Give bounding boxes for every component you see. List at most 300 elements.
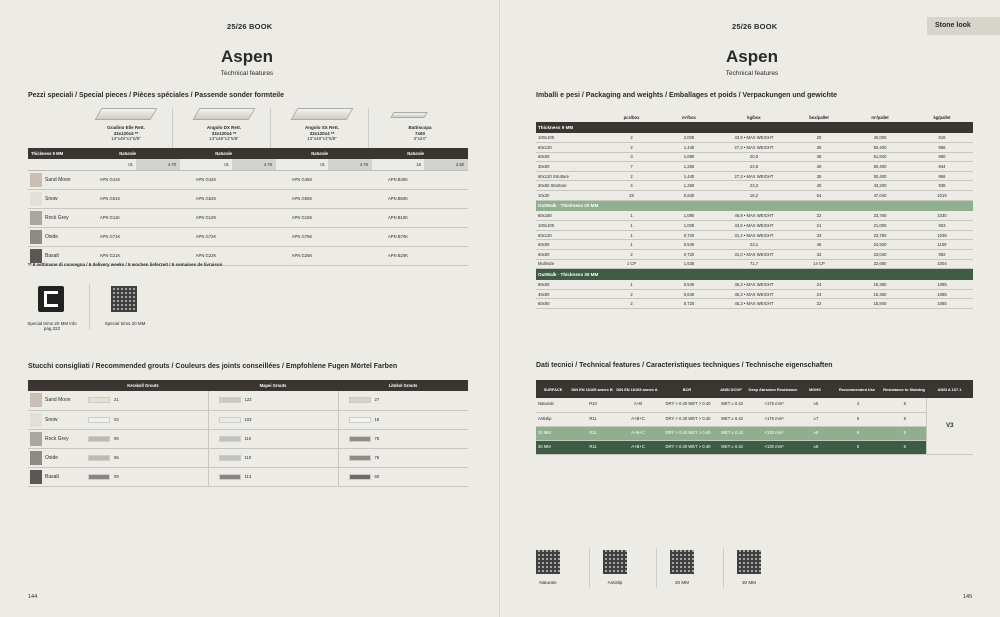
grout-code: 110 bbox=[244, 454, 252, 460]
grout-code: 03 bbox=[114, 416, 119, 422]
cell: 0,720 bbox=[683, 301, 695, 307]
tech-header: Resistance to Staining bbox=[882, 380, 926, 398]
grout-swatch bbox=[88, 474, 110, 480]
product-code: APN B20K bbox=[387, 253, 409, 258]
cell: 32 bbox=[816, 251, 822, 257]
cell: 60x180 bbox=[538, 213, 552, 219]
cell: 40,000 bbox=[873, 135, 887, 141]
stone-look-tab[interactable]: Stone look bbox=[927, 17, 1000, 35]
grout-code: 123 bbox=[244, 397, 252, 403]
qr-caption: 30 MM bbox=[741, 580, 757, 585]
divider bbox=[89, 284, 90, 330]
color-name: Sand Moon bbox=[45, 176, 71, 183]
product-code: APN G71K bbox=[99, 234, 121, 239]
product-code: APN B70K bbox=[387, 234, 409, 239]
divider bbox=[368, 108, 369, 148]
cell: 903 bbox=[938, 223, 946, 229]
color-swatch bbox=[30, 173, 42, 187]
product-label: Angolo DX Rett. 33x120x4 ** 13"x48"x1"5/8" bbox=[206, 125, 242, 141]
page-title: Aspen bbox=[726, 47, 778, 66]
divider bbox=[589, 548, 590, 588]
cell: 60x60 bbox=[538, 301, 550, 307]
cell: R11 bbox=[589, 443, 597, 449]
grouts-title: Stucchi consigliati / Recommended grouts / Couleurs des joints conseillées / Empfohlene Fugen Mörtel Farben bbox=[28, 363, 398, 370]
grout-brand: Litokol Grouts bbox=[338, 380, 468, 391]
grout-swatch bbox=[349, 474, 371, 480]
cell: 27,3 • MAX WEIGHT bbox=[734, 173, 774, 179]
grout-swatch bbox=[88, 397, 110, 403]
qr-caption: Naturale bbox=[539, 580, 557, 585]
cell: Antislip bbox=[538, 415, 552, 421]
cell: 0,540 bbox=[683, 242, 695, 248]
cell: 7 bbox=[630, 164, 633, 170]
table-row bbox=[536, 240, 973, 250]
pack-header: m²/pallet bbox=[871, 114, 889, 120]
grout-swatch bbox=[219, 397, 241, 403]
table-row bbox=[536, 191, 973, 201]
color-swatch bbox=[30, 432, 42, 446]
cell: ≥7 bbox=[813, 415, 819, 421]
cell: 1085 bbox=[937, 281, 947, 287]
cell: 31,4 • MAX WEIGHT bbox=[734, 232, 774, 238]
cell: 24 bbox=[816, 291, 822, 297]
pack-header: pcs/box bbox=[623, 114, 640, 120]
pcs-count: 16 bbox=[416, 161, 421, 167]
cell: 2 bbox=[630, 251, 633, 257]
cell: 1,440 bbox=[683, 173, 695, 179]
cell: 20 bbox=[816, 135, 822, 141]
table-row bbox=[536, 299, 973, 309]
grout-swatch bbox=[88, 436, 110, 442]
cell: A+B+C bbox=[631, 429, 645, 435]
cell: 43,9 • MAX WEIGHT bbox=[734, 135, 774, 141]
cell: 60x90 bbox=[538, 242, 550, 248]
cell: 60x120 bbox=[538, 232, 552, 238]
product-image bbox=[95, 108, 158, 120]
grout-code: 06 bbox=[114, 454, 119, 460]
table-row bbox=[536, 230, 973, 240]
cell: 1 bbox=[630, 281, 633, 287]
section-band: Thickness 9 MM bbox=[536, 122, 973, 133]
cell: 45,3 • MAX WEIGHT bbox=[734, 301, 774, 307]
tech-header: Recommended Use bbox=[832, 380, 882, 398]
cell: 100x100 bbox=[538, 135, 555, 141]
table-row bbox=[28, 208, 468, 227]
table-row bbox=[28, 448, 468, 467]
color-name: Rock Grey bbox=[45, 435, 69, 442]
section-band: OutWalk · Thickness 30 MM bbox=[536, 269, 973, 280]
cell: 956 bbox=[938, 173, 946, 179]
grout-brand: Mapei Grouts bbox=[208, 380, 338, 391]
cell: ≥5 bbox=[813, 401, 819, 407]
cell: ≥8 bbox=[813, 443, 819, 449]
pcs-count: 01 bbox=[224, 161, 229, 167]
cell: 60x120 bbox=[538, 144, 552, 150]
cell: 21,000 bbox=[873, 223, 887, 229]
cell: 2 bbox=[630, 291, 633, 297]
cell: 1,000 bbox=[683, 223, 695, 229]
cell: 956 bbox=[938, 144, 946, 150]
grout-code: 09 bbox=[114, 473, 119, 479]
trim-icon bbox=[38, 286, 64, 312]
cell: 22 bbox=[816, 301, 822, 307]
color-name: Snow bbox=[45, 195, 58, 202]
cell: 46 bbox=[816, 154, 822, 160]
cell: 1 bbox=[630, 232, 633, 238]
tech-title: Dati tecnici / Technical features / Caracteristiques techniques / Technische eigenschaften bbox=[536, 362, 833, 369]
color-swatch bbox=[30, 211, 42, 225]
product-code: APN G72K bbox=[195, 234, 217, 239]
cell: 10x30 bbox=[538, 192, 550, 198]
cell: 2 bbox=[630, 144, 633, 150]
grout-code: 78 bbox=[374, 454, 380, 460]
pcs-alt: 2.50 bbox=[424, 159, 468, 170]
qr-code-icon[interactable] bbox=[603, 550, 627, 574]
cell: 23,760 bbox=[873, 213, 887, 219]
table-row bbox=[536, 440, 973, 454]
product-code: APN G15K bbox=[291, 215, 313, 220]
cell: 18,2 bbox=[749, 192, 759, 198]
color-name: Oxide bbox=[45, 233, 59, 240]
product-code: APN G22K bbox=[195, 253, 217, 258]
cell: 5 bbox=[856, 415, 860, 421]
cell: 1030 bbox=[937, 213, 947, 219]
grout-swatch bbox=[88, 417, 110, 423]
color-swatch bbox=[30, 192, 42, 206]
cell: 15,840 bbox=[873, 301, 887, 307]
cell: 3 bbox=[630, 154, 633, 160]
cell: 1085 bbox=[937, 291, 947, 297]
divider bbox=[656, 548, 657, 588]
table-row bbox=[536, 211, 973, 221]
pack-header: m²/box bbox=[682, 114, 696, 120]
product-code: APN G45K bbox=[291, 177, 313, 182]
finish-label: Naturale bbox=[276, 148, 328, 159]
cell: 1,080 bbox=[683, 213, 695, 219]
table-row bbox=[536, 289, 973, 299]
grout-code: 06 bbox=[114, 435, 119, 441]
cell: 30 MM bbox=[538, 443, 551, 449]
table-row bbox=[28, 189, 468, 208]
product-label: Battiscopa 7x60 3"x24" bbox=[408, 125, 432, 141]
cell: 1 bbox=[630, 213, 633, 219]
cell: R11 bbox=[589, 415, 597, 421]
cell: 60x60 bbox=[538, 154, 550, 160]
cell: 22 bbox=[816, 213, 822, 219]
table-row bbox=[28, 227, 468, 246]
finish-label: Naturale bbox=[84, 148, 136, 159]
qr-code-icon[interactable] bbox=[737, 550, 761, 574]
cell: 2 bbox=[630, 301, 633, 307]
cell: 51,840 bbox=[873, 154, 887, 160]
color-swatch bbox=[30, 451, 42, 465]
product-code: APN G12K bbox=[195, 215, 217, 220]
table-row bbox=[536, 152, 973, 162]
cell: 0,720 bbox=[683, 232, 695, 238]
qr-code-icon[interactable] bbox=[111, 286, 137, 312]
finish-label: Naturale bbox=[372, 148, 424, 159]
pcs-count: 01 bbox=[128, 161, 133, 167]
product-code: APN G75K bbox=[291, 234, 313, 239]
section-band: OutWalk · Thickness 20 MM bbox=[536, 200, 973, 211]
cell: 31,0 • MAX WEIGHT bbox=[734, 251, 774, 257]
tech-header: BCR bbox=[660, 380, 714, 398]
cell: 100x100 bbox=[538, 223, 555, 229]
cell: 14 CP bbox=[813, 261, 825, 267]
divider bbox=[723, 548, 724, 588]
tech-header: ANSI A 137.1 bbox=[926, 380, 973, 398]
cell: 4 bbox=[856, 401, 860, 407]
qr-caption: 20 MM bbox=[674, 580, 690, 585]
cell: 23,1 bbox=[749, 242, 759, 248]
cell: 45,3 • MAX WEIGHT bbox=[734, 281, 774, 287]
table-row bbox=[536, 143, 973, 153]
product-label: Angolo SX Rett. 33x120x4 ** 13"x48"x1"5/8" bbox=[305, 125, 339, 141]
product-code: APN G11K bbox=[99, 215, 121, 220]
cell: 5 bbox=[903, 401, 906, 407]
cell: 4 bbox=[630, 183, 633, 189]
color-name: Snow bbox=[45, 416, 58, 423]
grout-swatch bbox=[219, 436, 241, 442]
product-image bbox=[291, 108, 354, 120]
pcs-alt: 4.70 bbox=[136, 159, 180, 170]
right-page bbox=[500, 0, 1000, 617]
cell: 1,080 bbox=[683, 154, 695, 160]
cell: ≥8 bbox=[813, 429, 819, 435]
color-name: Basalt bbox=[45, 252, 59, 259]
qr-code-icon[interactable] bbox=[670, 550, 694, 574]
grout-code: 60 bbox=[374, 473, 380, 479]
table-row bbox=[536, 259, 973, 269]
cell: 20 MM bbox=[538, 429, 551, 435]
delivery-note: ** 6 settimane di consegna / 6 delivery weeks / 6 wochen lieferzeit / 6 semaines de livraison bbox=[28, 262, 223, 267]
cell: 0,840 bbox=[683, 192, 695, 198]
table-row bbox=[536, 162, 973, 172]
product-code: APN B10K bbox=[387, 215, 409, 220]
trim-caption: Special trims 20 MM info pag.322 bbox=[27, 321, 77, 331]
cell: 28 bbox=[629, 192, 634, 198]
page-subtitle: Technical features bbox=[725, 70, 779, 77]
cell: 21 bbox=[816, 223, 822, 229]
product-code: APN G55K bbox=[291, 196, 313, 201]
grout-swatch bbox=[219, 417, 241, 423]
color-name: Oxide bbox=[45, 454, 59, 461]
color-swatch bbox=[30, 230, 42, 244]
packaging-title: Imballi e pesi / Packaging and weights / Emballages et poids / Verpackungen und gewichte bbox=[536, 92, 838, 99]
divider bbox=[172, 108, 173, 148]
pack-header: box/pallet bbox=[809, 114, 829, 120]
cell: 23,3 bbox=[749, 183, 759, 189]
cell: 23,6 bbox=[749, 164, 759, 170]
cell: 40 bbox=[816, 164, 822, 170]
tech-header: ANSI DCOF bbox=[714, 380, 748, 398]
color-name: Rock Grey bbox=[45, 214, 69, 221]
cell: 40 bbox=[816, 183, 822, 189]
product-code: APN G52K bbox=[195, 196, 217, 201]
product-code: APN G51K bbox=[99, 196, 121, 201]
cell: 5 bbox=[903, 443, 906, 449]
grout-brand: Kerakoll Grouts bbox=[78, 380, 208, 391]
tech-header: Deep Abrasion Resistance bbox=[748, 380, 798, 398]
tech-table bbox=[536, 380, 973, 455]
product-label: Gradino Elle Rett. 33x120x4 ** 13"x48"x1"5/8" bbox=[107, 125, 145, 141]
table-row bbox=[536, 221, 973, 231]
table-row bbox=[536, 133, 973, 143]
grout-swatch bbox=[219, 474, 241, 480]
cell: 1 bbox=[630, 242, 633, 248]
color-swatch bbox=[30, 393, 42, 407]
cell: 50,400 bbox=[873, 164, 887, 170]
qr-code-icon[interactable] bbox=[536, 550, 560, 574]
grout-code: 110 bbox=[244, 435, 252, 441]
color-swatch bbox=[30, 413, 42, 427]
grout-swatch bbox=[349, 417, 371, 423]
cell: WET ≥ 0.42 bbox=[720, 443, 743, 449]
grout-swatch bbox=[349, 455, 371, 461]
cell: 43,6 • MAX WEIGHT bbox=[734, 223, 774, 229]
cell: 47,040 bbox=[873, 192, 887, 198]
table-row bbox=[536, 426, 973, 440]
cell: 45x90 bbox=[538, 291, 550, 297]
cell: 0,720 bbox=[683, 251, 695, 257]
cell: 2 bbox=[630, 173, 633, 179]
cell: 23,040 bbox=[873, 251, 887, 257]
table-row bbox=[536, 412, 973, 426]
cell: 90x60 bbox=[538, 281, 550, 287]
table-row bbox=[28, 391, 468, 410]
cell: A+B bbox=[633, 401, 643, 407]
cell: 35 bbox=[816, 173, 822, 179]
product-image bbox=[193, 108, 256, 120]
cell: DRY > 0.40 WET > 0.40 bbox=[665, 401, 711, 407]
grout-swatch bbox=[88, 455, 110, 461]
color-swatch bbox=[30, 249, 42, 263]
cell: 54 bbox=[816, 192, 822, 198]
cell: 30x60 bbox=[538, 164, 550, 170]
cell: DRY > 0.40 WET > 0.40 bbox=[665, 415, 711, 421]
cell: 15,360 bbox=[873, 281, 887, 287]
page-subtitle: Technical features bbox=[220, 70, 274, 77]
pack-header: kg/box bbox=[747, 114, 761, 120]
product-code: APN G42K bbox=[195, 177, 217, 182]
cell: WET ≥ 0.42 bbox=[720, 401, 743, 407]
cell: 23,760 bbox=[873, 232, 887, 238]
cell: 1036 bbox=[937, 232, 947, 238]
cell: 1,638 bbox=[683, 261, 695, 267]
grout-code: 78 bbox=[374, 435, 380, 441]
grout-code: 27 bbox=[374, 397, 380, 403]
pack-header: kg/pallet bbox=[933, 114, 951, 120]
table-row bbox=[536, 250, 973, 260]
cell: 35 bbox=[816, 144, 822, 150]
grout-code: 21 bbox=[114, 397, 119, 403]
cell: 1,260 bbox=[683, 183, 695, 189]
cell: 27,3 • MAX WEIGHT bbox=[734, 144, 774, 150]
cell: 1 bbox=[630, 223, 633, 229]
grout-swatch bbox=[349, 436, 371, 442]
cell: 5 bbox=[856, 443, 860, 449]
cell: 43,200 bbox=[873, 183, 887, 189]
page-number: 144 bbox=[28, 594, 38, 600]
cell: 46,8 • MAX WEIGHT bbox=[734, 213, 774, 219]
product-code: APN B50K bbox=[387, 196, 409, 201]
cell: 5 bbox=[903, 429, 906, 435]
cell: 60x120 Strutture bbox=[538, 173, 569, 179]
special-pieces-title: Pezzi speciali / Special pieces / Pièces spéciales / Passende sonder formteile bbox=[28, 92, 285, 99]
cell: R11 bbox=[589, 429, 597, 435]
table-row bbox=[28, 467, 468, 486]
cell: <175 mm³ bbox=[764, 415, 784, 421]
finish-label: Naturale bbox=[180, 148, 232, 159]
table-row bbox=[28, 410, 468, 429]
tech-header: MOHS bbox=[798, 380, 832, 398]
cell: 1019 bbox=[937, 192, 947, 198]
cell: WET ≥ 0.42 bbox=[720, 415, 743, 421]
cell: A+B+C bbox=[631, 415, 645, 421]
table-row bbox=[28, 429, 468, 448]
cell: DRY > 0.40 WET > 0.40 bbox=[665, 429, 711, 435]
cell: 1,440 bbox=[683, 144, 695, 150]
tech-header: DIN EN 16165 annex B bbox=[570, 380, 614, 398]
cell: 1085 bbox=[937, 301, 947, 307]
cell: 1004 bbox=[937, 261, 947, 267]
table-row bbox=[536, 171, 973, 181]
cell: 1,260 bbox=[683, 164, 695, 170]
cell: 944 bbox=[938, 164, 946, 170]
tech-header: DIN EN 16165 annex A bbox=[614, 380, 660, 398]
table-row bbox=[536, 398, 973, 412]
grout-code: 103 bbox=[244, 416, 252, 422]
cell: A+B+C bbox=[631, 443, 645, 449]
color-name: Basalt bbox=[45, 473, 59, 480]
pcs-alt: 4.76 bbox=[328, 159, 372, 170]
book-label: 25/26 BOOK bbox=[227, 22, 273, 31]
ansi-value: V3 bbox=[926, 398, 973, 454]
cell: 2,000 bbox=[683, 135, 695, 141]
page-number: 145 bbox=[963, 594, 973, 600]
grout-code: 113 bbox=[244, 473, 252, 479]
cell: 2 bbox=[630, 135, 633, 141]
grouts-table bbox=[28, 380, 468, 487]
cell: <175 mm³ bbox=[764, 401, 784, 407]
table-row bbox=[536, 181, 973, 191]
cell: 5 bbox=[903, 415, 906, 421]
thickness-label: Thickness 9 MM bbox=[28, 148, 84, 159]
cell: 0,540 bbox=[683, 281, 695, 287]
divider bbox=[270, 108, 271, 148]
cell: DRY > 0.40 WET > 0.40 bbox=[665, 443, 711, 449]
pcs-alt: 4.76 bbox=[232, 159, 276, 170]
cell: <130 mm³ bbox=[764, 429, 784, 435]
page-title: Aspen bbox=[221, 47, 273, 66]
cell: 50,400 bbox=[873, 173, 887, 179]
cell: 960 bbox=[938, 154, 946, 160]
table-row bbox=[536, 280, 973, 290]
cell: 60x60 bbox=[538, 251, 550, 257]
cell: 45,3 • MAX WEIGHT bbox=[734, 291, 774, 297]
qr-caption: Antislip bbox=[607, 580, 623, 585]
cell: 30x60 Strutture bbox=[538, 183, 567, 189]
cell: 22,680 bbox=[873, 261, 887, 267]
special-pieces-table bbox=[28, 148, 468, 266]
cell: 1 CP bbox=[626, 261, 637, 267]
product-code: APN G21K bbox=[99, 253, 121, 258]
tech-header: SURFACE bbox=[536, 380, 570, 398]
trim-caption: Special trims 20 MM bbox=[104, 321, 146, 326]
cell: 24 bbox=[816, 281, 822, 287]
product-code: APN G41K bbox=[99, 177, 121, 182]
cell: Multisize bbox=[538, 261, 555, 267]
